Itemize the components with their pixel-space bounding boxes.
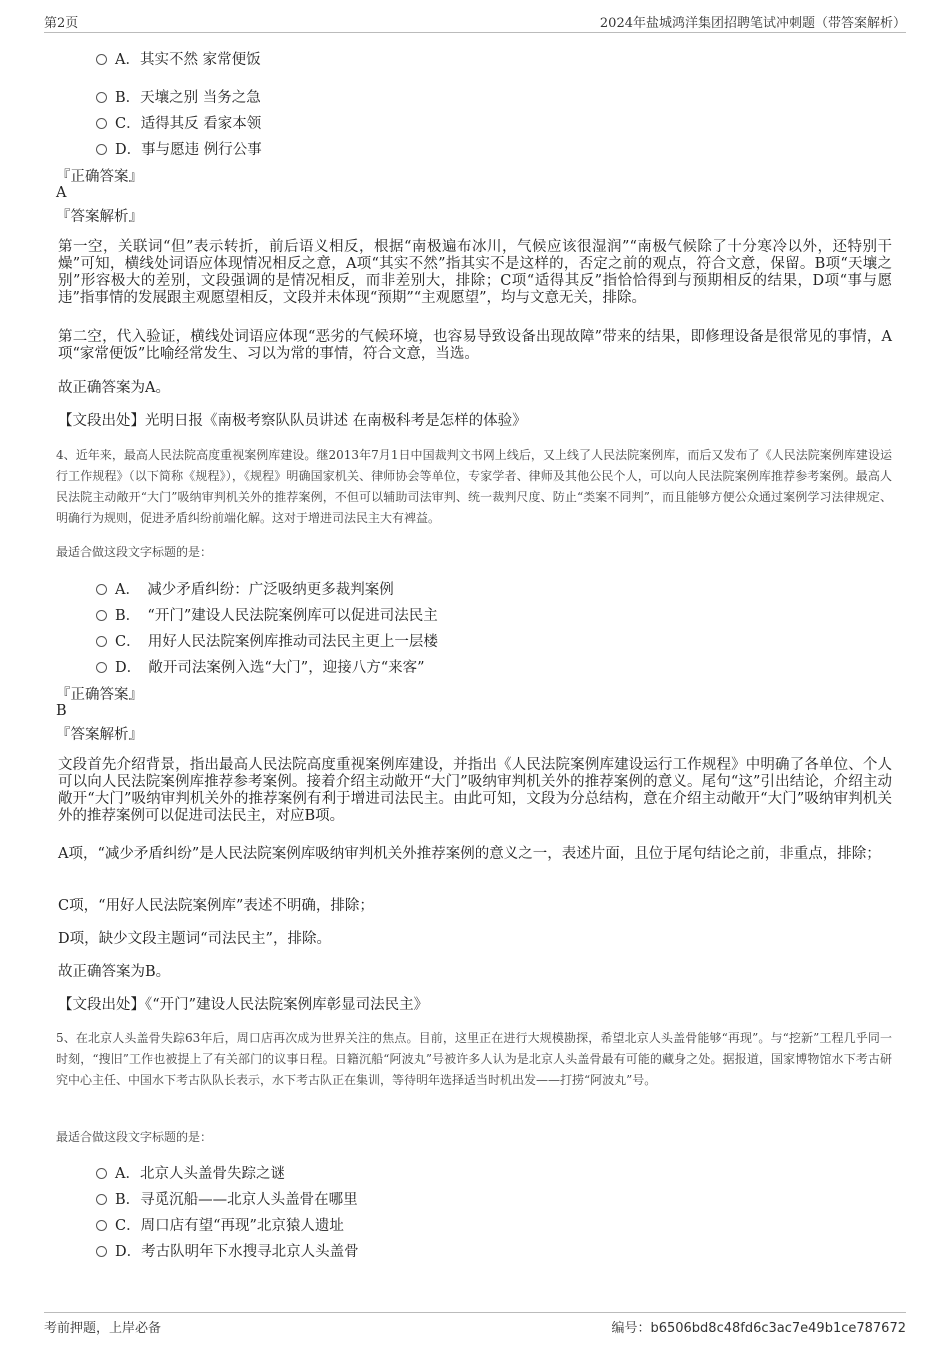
radio-icon[interactable]	[96, 584, 107, 595]
q4-stem: 4、近年来，最高人民法院高度重视案例库建设。继2013年7月1日中国裁判文书网上线后，又上线了人民法院案例库，而后又发布了《人民法院案例库建设运行工作规程》（以下简称《规程》），《规程》明确国家机关、律师协会等单位，专家学者、律师及其他公民个人，可以向人民法院案例库推荐参考案例。最高人民法院主动敞开“大门”吸纳审判机关外的推荐案例，不但可以辅助司法审判、统一裁判尺度、防止“类案不同判”，而且能够方便公众通过案例学习法律规定、明确行为规则，促进矛盾纠纷前端化解。这对于增进司法民主大有裨益。	[56, 448, 892, 525]
q3-analysis-paragraph: 第一空，关联词“但”表示转折，前后语义相反，根据“南极遍布冰川，气候应该很湿润”“南极气候除了十分寒冷以外，还特别干燥”可知，横线处词语应体现情况相反之意，A项“其实不然”指其实不是这样的，否定之前的观点，符合文意，保留。B项“天壤之别”形容极大的差别，文段强调的是情况相反，而非差别大，排除；C项“适得其反”指恰恰得到与预期相反的结果，D项“事与愿违”指事情的发展跟主观愿望相反，文段并未体现“预期”“主观愿望”，均与文意无关，排除。	[58, 239, 892, 306]
radio-icon[interactable]	[96, 54, 107, 65]
radio-icon[interactable]	[96, 1246, 107, 1257]
q5-option-c[interactable]: C．周口店有望“再现”北京猿人遗址	[96, 1214, 344, 1235]
q4-source: 【文段出处】《“开门”建设人民法院案例库彰显司法民主》	[58, 997, 429, 1013]
q4-option-d[interactable]: D． 敞开司法案例入选“大门”，迎接八方“来客”	[96, 656, 425, 677]
q5-prompt: 最适合做这段文字标题的是：	[56, 1130, 213, 1144]
radio-icon[interactable]	[96, 610, 107, 621]
q5-option-d[interactable]: D．考古队明年下水搜寻北京人头盖骨	[96, 1240, 359, 1261]
q4-analysis-paragraph: D项，缺少文段主题词“司法民主”，排除。	[58, 931, 331, 947]
q3-analysis-label: 『答案解析』	[56, 209, 143, 225]
q3-answer: A	[56, 185, 67, 201]
q4-analysis-label: 『答案解析』	[56, 727, 143, 743]
radio-icon[interactable]	[96, 1220, 107, 1231]
q5-option-b[interactable]: B．寻觅沉船——北京人头盖骨在哪里	[96, 1188, 358, 1209]
q4-conclusion: 故正确答案为B。	[58, 964, 171, 980]
q3-option-d[interactable]: D．事与愿违 例行公事	[96, 138, 262, 159]
q5-stem: 5、在北京人头盖骨失踪63年后，周口店再次成为世界关注的焦点。目前，这里正在进行大规模勘探，希望北京人头盖骨能够“再现”。与“挖新”工程几乎同一时刻，“搜旧”工作也被提上了有关部门的议事日程。日籍沉船“阿波丸”号被许多人认为是北京人头盖骨最有可能的藏身之处。据报道，国家博物馆水下考古研究中心主任、中国水下考古队队长表示，水下考古队正在集训，等待明年选择适当时机出发——打捞“阿波丸”号。	[56, 1031, 892, 1087]
q4-prompt: 最适合做这段文字标题的是：	[56, 545, 213, 559]
page-header	[44, 12, 906, 33]
document-title: 2024年盐城鸿洋集团招聘笔试冲刺题（带答案解析）	[599, 16, 906, 31]
page-footer	[44, 1312, 906, 1336]
radio-icon[interactable]	[96, 1194, 107, 1205]
q3-option-b[interactable]: B．天壤之别 当务之急	[96, 86, 261, 107]
q3-source: 【文段出处】光明日报《南极考察队队员讲述 在南极科考是怎样的体验》	[58, 413, 527, 429]
q4-analysis-paragraph: C项，“用好人民法院案例库”表述不明确，排除；	[58, 898, 374, 914]
q4-answer-label: 『正确答案』	[56, 687, 143, 703]
q4-option-b[interactable]: B． “开门”建设人民法院案例库可以促进司法民主	[96, 604, 438, 625]
q4-answer: B	[56, 703, 67, 719]
radio-icon[interactable]	[96, 636, 107, 647]
q3-option-a[interactable]: A．其实不然 家常便饭	[96, 48, 261, 69]
q4-analysis-paragraph: 文段首先介绍背景，指出最高人民法院高度重视案例库建设，并指出《人民法院案例库建设运行工作规程》中明确了各单位、个人可以向人民法院案例库推荐参考案例。接着介绍主动敞开“大门”吸纳审判机关外的推荐案例的意义。尾句“这”引出结论，介绍主动敞开“大门”吸纳审判机关外的推荐案例有利于增进司法民主。由此可知，文段为分总结构，意在介绍主动敞开“大门”吸纳审判机关外的推荐案例可以促进司法民主，对应B项。	[58, 757, 892, 824]
q3-conclusion: 故正确答案为A。	[58, 380, 170, 396]
radio-icon[interactable]	[96, 144, 107, 155]
radio-icon[interactable]	[96, 118, 107, 129]
q3-answer-label: 『正确答案』	[56, 169, 143, 185]
q4-option-c[interactable]: C． 用好人民法院案例库推动司法民主更上一层楼	[96, 630, 438, 651]
q3-analysis-paragraph: 第二空，代入验证，横线处词语应体现“恶劣的气候环境，也容易导致设备出现故障”带来的结果，即修理设备是很常见的事情，A项“家常便饭”比喻经常发生、习以为常的事情，符合文意，当选。	[58, 329, 892, 362]
radio-icon[interactable]	[96, 662, 107, 673]
q4-analysis-paragraph: A项，“减少矛盾纠纷”是人民法院案例库吸纳审判机关外推荐案例的意义之一，表述片面，且位于尾句结论之前，非重点，排除；	[58, 846, 881, 862]
q4-option-a[interactable]: A． 减少矛盾纠纷：广泛吸纳更多裁判案例	[96, 578, 394, 599]
document-code: 编号：b6506bd8c48fd6c3ac7e49b1ce787672	[611, 1321, 906, 1336]
q5-option-a[interactable]: A．北京人头盖骨失踪之谜	[96, 1162, 285, 1183]
radio-icon[interactable]	[96, 92, 107, 103]
radio-icon[interactable]	[96, 1168, 107, 1179]
page-number: 第2页	[44, 16, 79, 31]
footer-slogan: 考前押题，上岸必备	[44, 1321, 162, 1336]
q3-option-c[interactable]: C．适得其反 看家本领	[96, 112, 261, 133]
